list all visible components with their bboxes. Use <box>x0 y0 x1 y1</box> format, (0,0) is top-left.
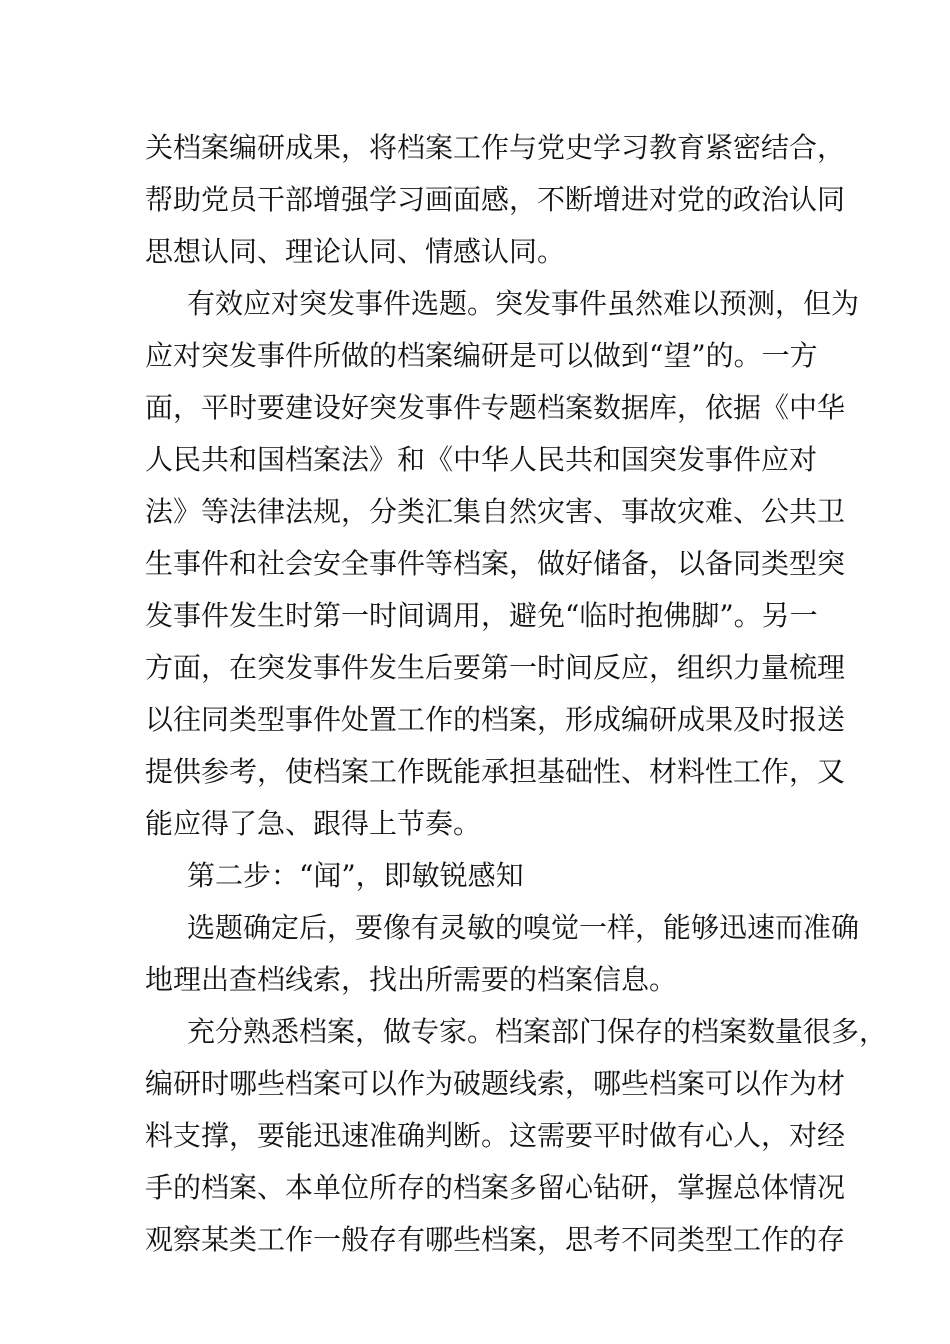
text-line-22: 观察某类工作一般存有哪些档案，思考不同类型工作的存 <box>145 1223 846 1256</box>
text-line-1: 关档案编研成果，将档案工作与党史学习教育紧密结合， <box>145 131 846 164</box>
text-line-17: 地理出查档线索，找出所需要的档案信息。 <box>145 963 678 996</box>
text-line-12: 以往同类型事件处置工作的档案，形成编研成果及时报送 <box>145 703 846 736</box>
text-line-10: 发事件发生时第一时间调用，避免“临时抱佛脚”。另一 <box>145 599 818 632</box>
text-line-9: 生事件和社会安全事件等档案，做好储备，以备同类型突 <box>145 547 846 580</box>
text-line-21: 手的档案、本单位所存的档案多留心钻研，掌握总体情况 <box>145 1171 846 1204</box>
text-line-2: 帮助党员干部增强学习画面感，不断增进对党的政治认同 <box>145 183 846 216</box>
text-line-5: 应对突发事件所做的档案编研是可以做到“望”的。一方 <box>145 339 818 372</box>
text-line-11: 方面，在突发事件发生后要第一时间反应，组织力量梳理 <box>145 651 846 684</box>
text-line-4: 有效应对突发事件选题。突发事件虽然难以预测，但为 <box>187 287 860 320</box>
text-line-18: 充分熟悉档案，做专家。档案部门保存的档案数量很多， <box>187 1015 888 1048</box>
text-line-6: 面，平时要建设好突发事件专题档案数据库，依据《中华 <box>145 391 846 424</box>
text-line-13: 提供参考，使档案工作既能承担基础性、材料性工作，又 <box>145 755 846 788</box>
text-line-7: 人民共和国档案法》和《中华人民共和国突发事件应对 <box>145 443 818 476</box>
body-text <box>145 122 888 1266</box>
text-line-20: 料支撑，要能迅速准确判断。这需要平时做有心人，对经 <box>145 1119 846 1152</box>
text-line-3: 思想认同、理论认同、情感认同。 <box>145 235 566 268</box>
section-heading: 第二步：“闻”，即敏锐感知 <box>187 859 524 892</box>
text-line-14: 能应得了急、跟得上节奏。 <box>145 807 482 840</box>
text-line-16: 选题确定后，要像有灵敏的嗅觉一样，能够迅速而准确 <box>187 911 860 944</box>
text-line-8: 法》等法律法规，分类汇集自然灾害、事故灾难、公共卫 <box>145 495 846 528</box>
text-line-19: 编研时哪些档案可以作为破题线索，哪些档案可以作为材 <box>145 1067 846 1100</box>
